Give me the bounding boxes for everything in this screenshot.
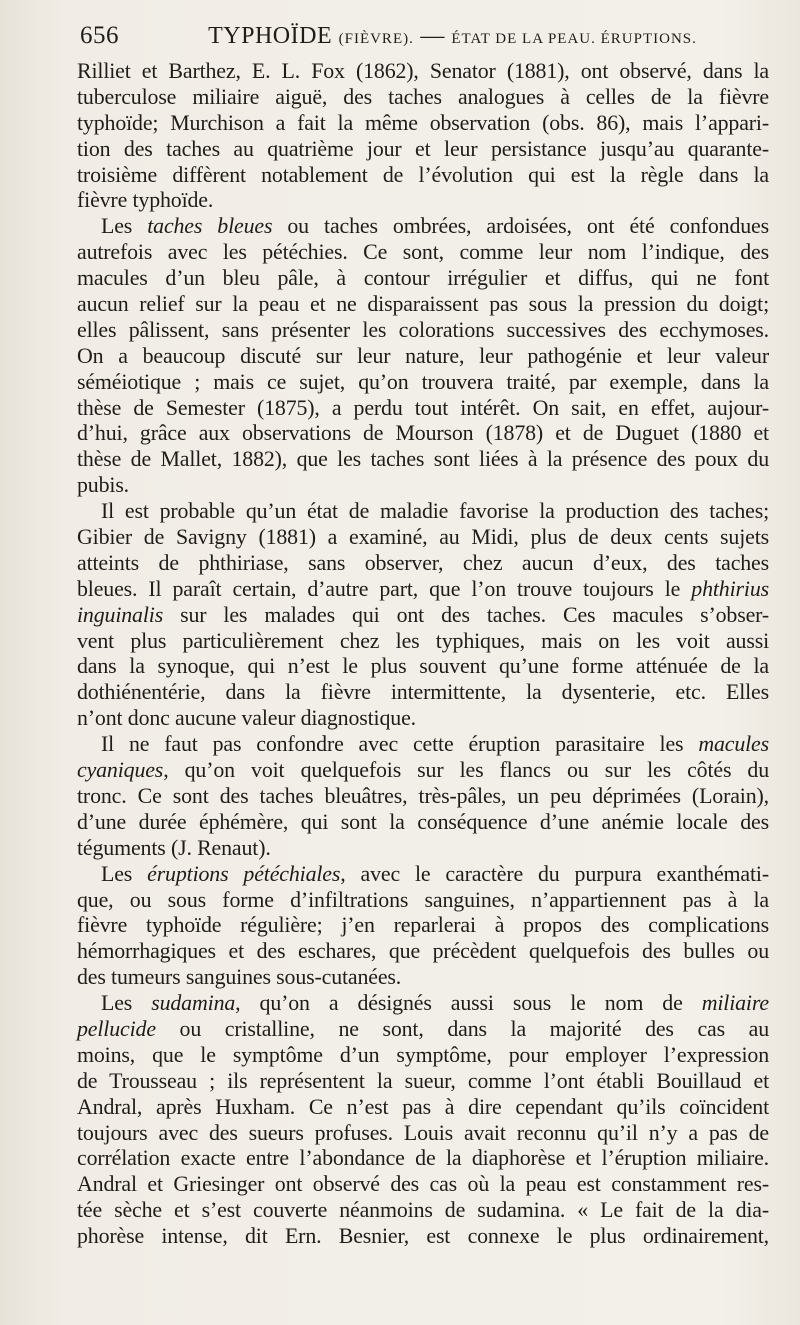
italic-run: phthirius bbox=[691, 575, 769, 601]
text-run: troisième diffèrent notablement de l’évolution qui est la règle dans la bbox=[77, 161, 769, 187]
text-line bbox=[77, 602, 769, 628]
italic-run: éruptions pétéchiales bbox=[147, 860, 341, 886]
text-run: Andral, après Huxham. Ce n’est pas à dire cependant qu’ils coïncident bbox=[77, 1093, 769, 1119]
text-run: bleues. Il paraît certain, d’autre part, que l’on trouve toujours le bbox=[77, 575, 692, 601]
text-line bbox=[77, 1068, 769, 1094]
page-number: 656 bbox=[80, 22, 119, 49]
text-run: d’hui, grâce aux observations de Mourson (1878) et de Duguet (1880 et bbox=[77, 420, 769, 446]
text-run: toujours avec des sueurs profuses. Louis avait reconnu qu’il n’y a pas de bbox=[77, 1119, 769, 1145]
text-run: Gibier de Savigny (1881) a examiné, au Midi, plus de deux cents sujets bbox=[77, 524, 769, 550]
italic-run: pellucide bbox=[77, 1015, 156, 1041]
italic-run: taches bleues bbox=[147, 213, 273, 239]
text-run: aucun relief sur la peau et ne disparaissent pas sous la pression du doigt; bbox=[77, 291, 769, 317]
text-line bbox=[77, 291, 769, 317]
text-line bbox=[77, 498, 769, 524]
text-run: fièvre typhoïde régulière; j’en reparlerai à propos des complications bbox=[77, 912, 769, 938]
text-line bbox=[77, 912, 769, 938]
text-line bbox=[77, 653, 769, 679]
text-line bbox=[77, 524, 769, 550]
text-run: thèse de Semester (1875), a perdu tout intérêt. On sait, en effet, aujour- bbox=[77, 394, 769, 420]
text-line bbox=[77, 1223, 769, 1249]
text-line bbox=[77, 395, 769, 421]
text-line bbox=[77, 990, 769, 1016]
text-line bbox=[77, 938, 769, 964]
italic-run: miliaire bbox=[701, 990, 769, 1016]
text-run: , qu’on voit quelquefois sur les flancs ou sur les côtés du bbox=[163, 757, 769, 783]
running-title-section: ÉTAT DE LA PEAU. ÉRUPTIONS. bbox=[451, 30, 697, 47]
text-run: thèse de Mallet, 1882), que les taches sont liées à la présence des poux du bbox=[77, 446, 769, 472]
text-run: , avec le caractère du purpura exanthémati- bbox=[340, 860, 769, 886]
text-line bbox=[77, 136, 769, 162]
text-line bbox=[77, 1042, 769, 1068]
text-line bbox=[77, 472, 769, 498]
text-run: ou taches ombrées, ardoisées, ont été confondues bbox=[272, 213, 769, 239]
text-line bbox=[77, 861, 769, 887]
text-run: Rilliet et Barthez, E. L. Fox (1862), Senator (1881), ont observé, dans la bbox=[77, 58, 769, 83]
text-line bbox=[77, 369, 769, 395]
text-line bbox=[77, 317, 769, 343]
text-line bbox=[77, 265, 769, 291]
text-run: Il est probable qu’un état de maladie favorise la production des taches; bbox=[101, 498, 769, 524]
text-line bbox=[77, 757, 769, 783]
text-run: tion des taches au quatrième jour et leur persistance jusqu’au quarante- bbox=[77, 135, 769, 161]
text-run: dothiénentérie, dans la fièvre intermittente, la dysenterie, etc. Elles bbox=[77, 679, 769, 705]
text-line bbox=[77, 679, 769, 705]
text-line bbox=[77, 58, 769, 84]
text-run: phorèse intense, dit Ern. Besnier, est connexe le plus ordinairement, bbox=[77, 1223, 769, 1249]
text-run: moins, que le symptôme d’un symptôme, pour employer l’expression bbox=[77, 1041, 769, 1067]
text-line bbox=[77, 705, 769, 731]
text-line bbox=[77, 213, 769, 239]
running-title-main: TYPHOÏDE bbox=[208, 22, 333, 49]
text-line bbox=[77, 1197, 769, 1223]
text-run: pubis. bbox=[77, 472, 130, 498]
text-run: elles pâlissent, sans présenter les colorations successives des ecchymoses. bbox=[77, 316, 769, 342]
running-title bbox=[140, 23, 765, 50]
text-run: téguments (J. Renaut). bbox=[77, 834, 271, 860]
text-run: séméiotique ; mais ce sujet, qu’on trouvera traité, par exemple, dans la bbox=[77, 368, 769, 394]
text-run: , qu’on a désignés aussi sous le nom de bbox=[235, 990, 702, 1016]
text-run: Les bbox=[101, 990, 152, 1016]
text-line bbox=[77, 110, 769, 136]
text-run: dans la synoque, qui n’est le plus souvent qu’une forme atténuée de la bbox=[77, 653, 769, 679]
text-run: On a beaucoup discuté sur leur nature, leur pathogénie et leur valeur bbox=[77, 342, 769, 368]
text-run: macules d’un bleu pâle, à contour irrégulier et diffus, qui ne font bbox=[77, 265, 769, 291]
text-run: tuberculose miliaire aiguë, des taches analogues à celles de la fièvre bbox=[77, 83, 769, 109]
italic-run: cyaniques bbox=[77, 757, 164, 783]
text-run: tée sèche et s’est couverte néanmoins de sudamina. « Le fait de la dia- bbox=[77, 1197, 769, 1223]
text-line bbox=[77, 835, 769, 861]
running-title-paren: (FIÈVRE). bbox=[338, 30, 414, 47]
text-line bbox=[77, 420, 769, 446]
text-line bbox=[77, 162, 769, 188]
text-run: sur les malades qui ont des taches. Ces macules s’obser- bbox=[163, 601, 769, 627]
text-line bbox=[77, 576, 769, 602]
body-text bbox=[77, 58, 769, 1249]
text-run: ou cristalline, ne sont, dans la majorité des cas au bbox=[155, 1015, 769, 1041]
running-header bbox=[80, 20, 765, 52]
text-line bbox=[77, 964, 769, 990]
running-title-dash: — bbox=[420, 22, 445, 49]
text-run: n’ont donc aucune valeur diagnostique. bbox=[77, 705, 416, 731]
text-line bbox=[77, 783, 769, 809]
text-line bbox=[77, 343, 769, 369]
text-run: autrefois avec les pétéchies. Ce sont, comme leur nom l’indique, des bbox=[77, 239, 769, 265]
italic-run: sudamina bbox=[151, 990, 236, 1016]
italic-run: macules bbox=[698, 731, 769, 757]
italic-run: inguinalis bbox=[77, 601, 164, 627]
text-line bbox=[77, 84, 769, 110]
text-run: Les bbox=[101, 213, 148, 239]
text-line bbox=[77, 809, 769, 835]
text-line bbox=[77, 446, 769, 472]
text-run: fièvre typhoïde. bbox=[77, 187, 214, 213]
text-run: typhoïde; Murchison a fait la même observation (obs. 86), mais l’appari- bbox=[77, 109, 769, 135]
text-line bbox=[77, 1016, 769, 1042]
text-run: vent plus particulièrement chez les typhiques, mais on les voit aussi bbox=[77, 627, 769, 653]
text-run: Les bbox=[101, 860, 148, 886]
text-run: tronc. Ce sont des taches bleuâtres, très-pâles, un peu déprimées (Lorain), bbox=[77, 782, 769, 808]
text-line bbox=[77, 887, 769, 913]
text-run: des tumeurs sanguines sous-cutanées. bbox=[77, 964, 402, 990]
text-run: Il ne faut pas confondre avec cette éruption parasitaire les bbox=[101, 731, 699, 757]
text-line bbox=[77, 1094, 769, 1120]
text-line bbox=[77, 550, 769, 576]
text-line bbox=[77, 628, 769, 654]
text-run: hémorrhagiques et des eschares, que précèdent quelquefois des bulles ou bbox=[77, 938, 769, 964]
text-line bbox=[77, 239, 769, 265]
text-line bbox=[77, 187, 769, 213]
text-run: de Trousseau ; ils représentent la sueur, comme l’ont établi Bouillaud et bbox=[77, 1067, 769, 1093]
text-line bbox=[77, 1120, 769, 1146]
text-run: Andral et Griesinger ont observé des cas où la peau est constamment res- bbox=[77, 1171, 769, 1197]
text-run: atteints de phthiriase, sans observer, chez aucun d’eux, des taches bbox=[77, 549, 769, 575]
text-line bbox=[77, 1171, 769, 1197]
text-run: corrélation exacte entre l’abondance de la diaphorèse et l’éruption miliaire. bbox=[77, 1145, 769, 1171]
text-line bbox=[77, 1145, 769, 1171]
text-line bbox=[77, 731, 769, 757]
text-run: d’une durée éphémère, qui sont la conséquence d’une anémie locale des bbox=[77, 808, 769, 834]
text-run: que, ou sous forme d’infiltrations sanguines, n’appartiennent pas à la bbox=[77, 886, 769, 912]
